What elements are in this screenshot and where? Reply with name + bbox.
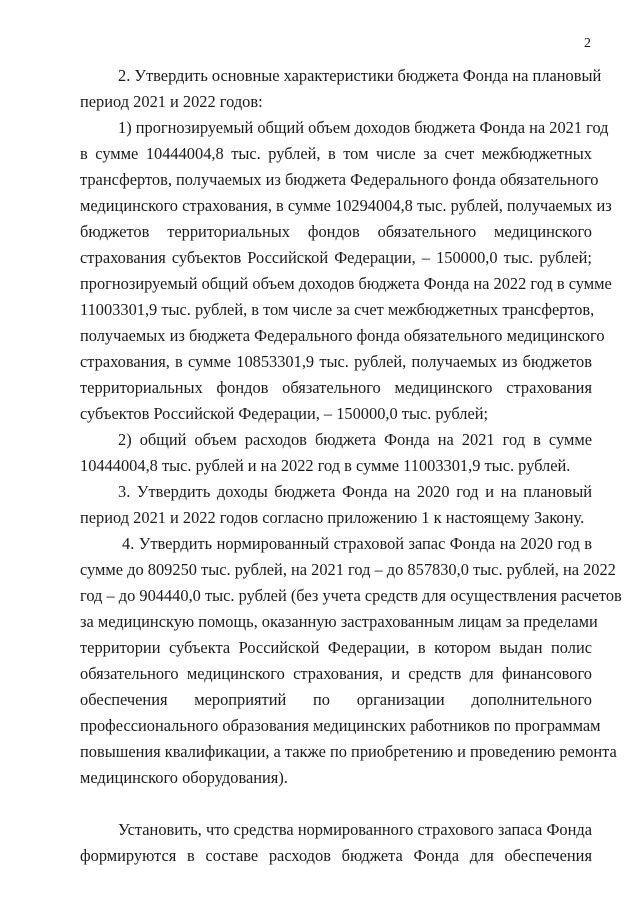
text-line: бюджетов территориальных фондов обязательного медицинского [80,222,592,241]
text-line: период 2021 и 2022 годов: [80,92,263,111]
text-line: медицинского страхования, в сумме 10294004,8 тыс. рублей, получаемых из [80,196,612,215]
text-line: трансфертов, получаемых из бюджета Федерального фонда обязательного [80,170,599,189]
text-line: субъектов Российской Федерации, – 150000,0 тыс. рублей; [80,404,489,423]
text-line: обеспечения мероприятий по организации дополнительного [80,690,592,709]
text-line: обязательного медицинского страхования, и средств для финансового [80,664,592,683]
text-line: территории субъекта Российской Федерации, в котором выдан полис [80,638,592,657]
text-line: страхования, в сумме 10853301,9 тыс. рублей, получаемых из бюджетов [80,352,592,371]
text-line: Установить, что средства нормированного страхового запаса Фонда [118,820,592,839]
text-line: 11003301,9 тыс. рублей, в том числе за счет межбюджетных трансфертов, [80,300,595,319]
text-line: 2. Утвердить основные характеристики бюджета Фонда на плановый [118,66,602,85]
text-line: в сумме 10444004,8 тыс. рублей, в том числе за счет межбюджетных [80,144,592,163]
text-line: год – до 904440,0 тыс. рублей (без учета средств для осуществления расчетов [80,586,622,605]
text-line: территориальных фондов обязательного медицинского страхования [80,378,592,397]
text-line: повышения квалификации, а также по приобретению и проведению ремонта [80,742,617,761]
text-line: получаемых из бюджета Федерального фонда обязательного медицинского [80,326,605,345]
text-line: профессионального образования медицинских работников по программам [80,716,601,735]
text-line: 3. Утвердить доходы бюджета Фонда на 2020 год и на плановый [118,482,592,501]
page-number: 2 [584,36,591,51]
text-line: 4. Утвердить нормированный страховой запас Фонда на 2020 год в [122,534,592,553]
text-line: период 2021 и 2022 годов согласно приложению 1 к настоящему Закону. [80,508,585,527]
text-line: медицинского оборудования). [80,768,288,787]
text-line: страхования субъектов Российской Федерации, – 150000,0 тыс. рублей; [80,248,592,267]
text-line: 1) прогнозируемый общий объем доходов бюджета Фонда на 2021 год [118,118,609,137]
text-line: сумме до 809250 тыс. рублей, на 2021 год – до 857830,0 тыс. рублей, на 2022 [80,560,616,579]
text-line: за медицинскую помощь, оказанную застрахованным лицам за пределами [80,612,598,631]
text-line: прогнозируемый общий объем доходов бюджета Фонда на 2022 год в сумме [80,274,612,293]
text-line: 10444004,8 тыс. рублей и на 2022 год в сумме 11003301,9 тыс. рублей. [80,456,571,475]
text-line: формируются в составе расходов бюджета Фонда для обеспечения [80,846,592,865]
text-line: 2) общий объем расходов бюджета Фонда на 2021 год в сумме [118,430,592,449]
